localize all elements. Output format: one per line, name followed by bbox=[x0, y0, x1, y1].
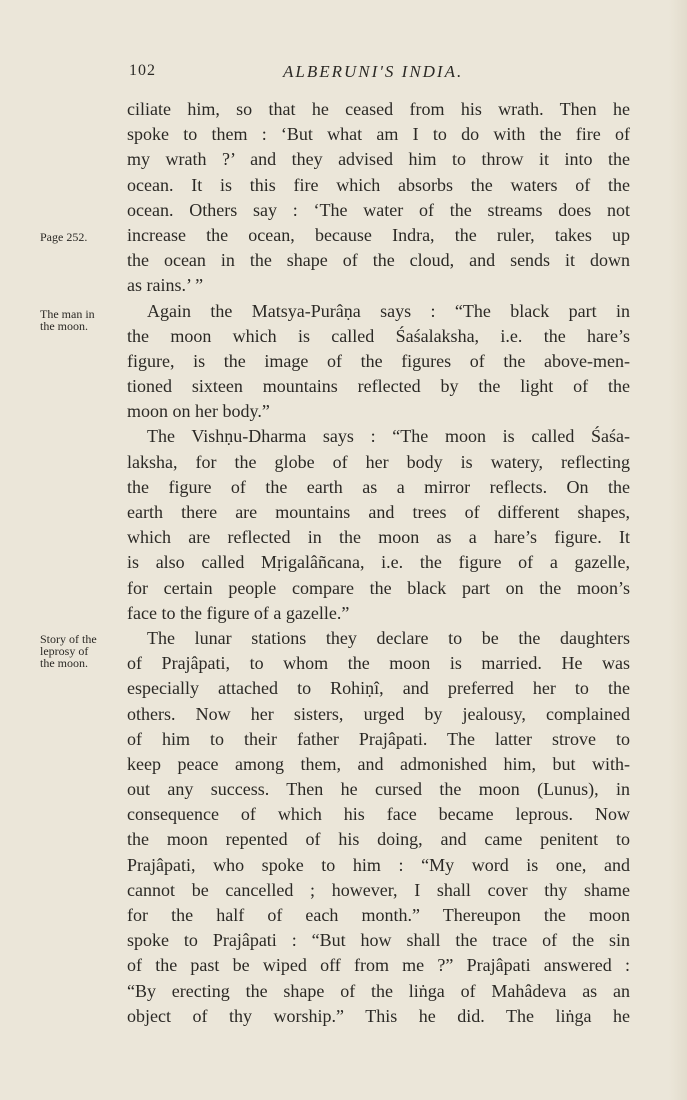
text-line: The lunar stations they declare to be the daughters bbox=[147, 627, 630, 648]
text-line: moon on her body.” bbox=[127, 401, 270, 422]
text-line: spoke to them : ‘But what am I to do with the fire of bbox=[127, 124, 630, 145]
text-line: earth there are mountains and trees of different shapes, bbox=[127, 502, 630, 522]
running-title: ALBERUNI'S INDIA. bbox=[283, 62, 464, 81]
text-line: others. Now her sisters, urged by jealousy, complained bbox=[127, 703, 630, 724]
text-line: ocean. It is this fire which absorbs the waters of the bbox=[127, 174, 630, 195]
margin-note-line: the moon. bbox=[40, 656, 88, 670]
text-line: ciliate him, so that he ceased from his wrath. Then he bbox=[127, 99, 630, 119]
text-line: for the half of each month.” Thereupon the moon bbox=[127, 905, 630, 925]
text-line: of Prajâpati, to whom the moon is married. He was bbox=[127, 653, 630, 674]
page-header bbox=[0, 62, 687, 86]
text-line: “By erecting the shape of the liṅga of Mahâdeva as an bbox=[127, 980, 630, 1001]
text-line: tioned sixteen mountains reflected by the light of the bbox=[127, 376, 630, 397]
margin-note-man-in-moon bbox=[40, 308, 124, 332]
text-line: which are reflected in the moon as a hare’s figure. It bbox=[127, 527, 630, 548]
margin-note-page-ref bbox=[40, 231, 124, 243]
text-line: my wrath ?’ and they advised him to throw it into the bbox=[127, 149, 630, 170]
text-line: Again the Matsya-Purâṇa says : “The black part in bbox=[147, 300, 630, 321]
text-line: the moon repented of his doing, and came penitent to bbox=[127, 829, 630, 850]
text-line: is also called Mṛigalâñcana, i.e. the figure of a gazelle, bbox=[127, 552, 630, 573]
text-line: consequence of which his face became leprous. Now bbox=[127, 804, 630, 825]
text-line: out any success. Then he cursed the moon (Lunus), in bbox=[127, 779, 630, 800]
text-line: increase the ocean, because Indra, the ruler, takes up bbox=[127, 224, 630, 245]
page-edge-shading bbox=[669, 0, 687, 1100]
text-line: ocean. Others say : ‘The water of the streams does not bbox=[127, 199, 630, 220]
margin-note-line: Page 252. bbox=[40, 230, 88, 244]
text-line: for certain people compare the black part on the moon’s bbox=[127, 577, 630, 598]
text-line: of the past be wiped off from me ?” Prajâpati answered : bbox=[127, 955, 630, 976]
text-line: Prajâpati, who spoke to him : “My word is one, and bbox=[127, 854, 630, 875]
text-line: spoke to Prajâpati : “But how shall the trace of the sin bbox=[127, 930, 630, 951]
body-text bbox=[127, 97, 630, 1029]
text-line: of him to their father Prajâpati. The latter strove to bbox=[127, 728, 630, 749]
text-line: face to the figure of a gazelle.” bbox=[127, 602, 350, 623]
margin-note-line: Story of the bbox=[40, 632, 97, 646]
text-line: object of thy worship.” This he did. The liṅga he bbox=[127, 1005, 630, 1026]
text-line: figure, is the image of the figures of the above-men- bbox=[127, 350, 630, 371]
text-line: as rains.’ ” bbox=[127, 275, 204, 296]
margin-note-line: The man in bbox=[40, 307, 95, 321]
text-line: the moon which is called Śaśalaksha, i.e. the hare’s bbox=[127, 325, 630, 346]
text-line: The Vishṇu-Dharma says : “The moon is called Śaśa- bbox=[147, 426, 630, 447]
margin-note-line: the moon. bbox=[40, 319, 88, 333]
margin-note-leprosy bbox=[40, 633, 124, 669]
text-line: cannot be cancelled ; however, I shall cover thy shame bbox=[127, 879, 630, 900]
page-number: 102 bbox=[129, 62, 156, 79]
text-line: the figure of the earth as a mirror reflects. On the bbox=[127, 476, 630, 497]
text-line: the ocean in the shape of the cloud, and sends it down bbox=[127, 250, 630, 271]
text-line: keep peace among them, and admonished him, but with- bbox=[127, 753, 630, 774]
margin-note-line: leprosy of bbox=[40, 644, 89, 658]
text-line: especially attached to Rohiṇî, and preferred her to the bbox=[127, 678, 630, 699]
text-line: laksha, for the globe of her body is watery, reflecting bbox=[127, 451, 630, 472]
